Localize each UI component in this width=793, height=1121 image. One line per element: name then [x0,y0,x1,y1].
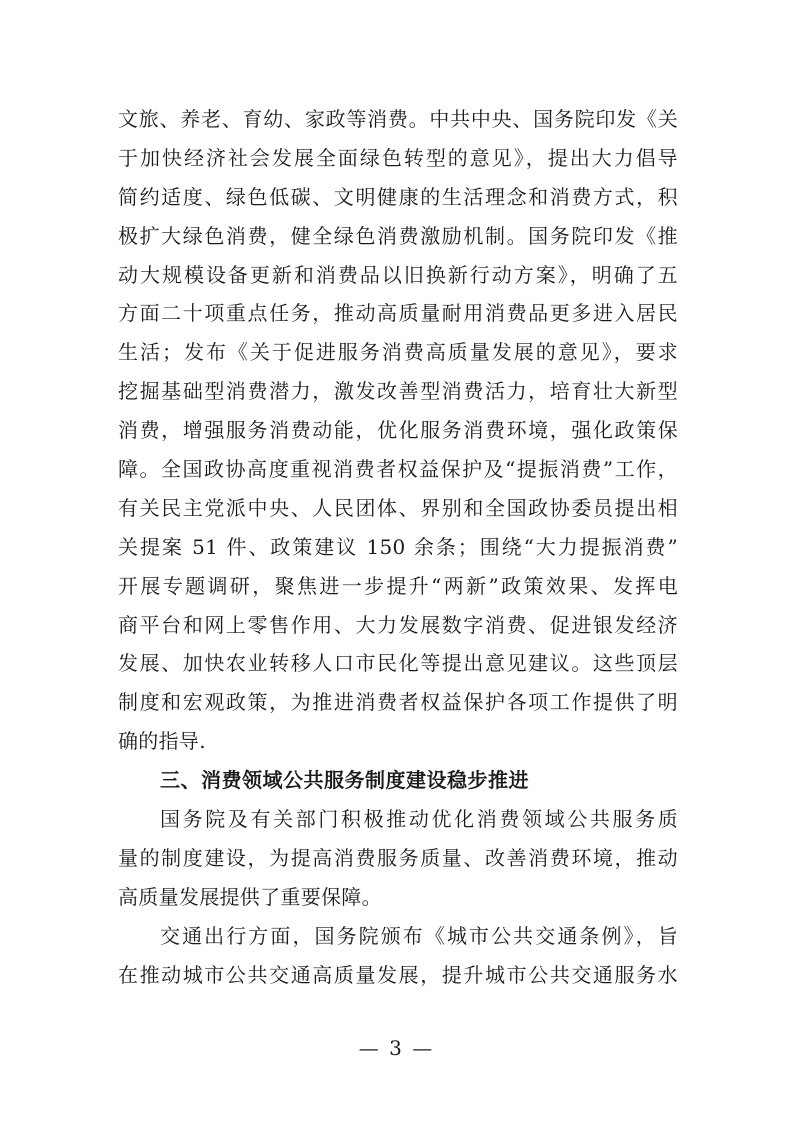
text-line: 文旅、养老、育幼、家政等消费。中共中央、国务院印发《关 [118,107,678,131]
text-line: 商平台和网上零售作用、大力发展数字消费、促进银发经济 [118,612,678,637]
paragraph-3 [118,917,678,995]
text-line: 生活；发布《关于促进服务消费高质量发展的意见》，要求 [118,340,678,365]
text-line: 确的指导. [118,729,206,754]
text-line: 极扩大绿色消费，健全绿色消费激励机制。国务院印发《推 [118,223,678,248]
text-line: 量的制度建设，为提高消费服务质量、改善消费环境，推动 [118,845,678,870]
text-line: 制度和宏观政策，为推进消费者权益保护各项工作提供了明 [118,690,678,715]
text-line: 高质量发展提供了重要保障。 [118,884,382,909]
text-line: 国务院及有关部门积极推动优化消费领域公共服务质 [160,807,678,832]
text-line: 消费，增强服务消费动能，优化服务消费环境，强化政策保 [118,418,678,443]
text-line: 发展、加快农业转移人口市民化等提出意见建议。这些顶层 [118,651,678,676]
body-text [118,100,678,994]
text-line: 挖掘基础型消费潜力，激发改善型消费活力，培育壮大新型 [118,379,678,404]
paragraph-2 [118,800,678,917]
page-number: — 3 — [358,1036,435,1060]
text-line: 障。全国政协高度重视消费者权益保护及“提振消费”工作， [118,457,678,482]
text-line: 关提案 51 件、政策建议 150 余条；围绕“大力提振消费” [118,534,678,559]
text-line: 方面二十项重点任务，推动高质量耐用消费品更多进入居民 [118,301,678,326]
section-heading: 三、消费领域公共服务制度建设稳步推进 [160,768,529,793]
text-line: 交通出行方面，国务院颁布《城市公共交通条例》，旨 [160,923,678,948]
text-line: 于加快经济社会发展全面绿色转型的意见》，提出大力倡导 [118,145,678,170]
text-line: 简约适度、绿色低碳、文明健康的生活理念和消费方式，积 [118,184,678,209]
text-line: 开展专题调研，聚焦进一步提升“两新”政策效果、发挥电 [118,573,678,598]
text-line: 有关民主党派中央、人民团体、界别和全国政协委员提出相 [118,495,678,520]
text-line: 在推动城市公共交通高质量发展，提升城市公共交通服务水 [118,962,678,987]
paragraph-1 [118,100,678,761]
text-line: 动大规模设备更新和消费品以旧换新行动方案》，明确了五 [118,262,678,287]
